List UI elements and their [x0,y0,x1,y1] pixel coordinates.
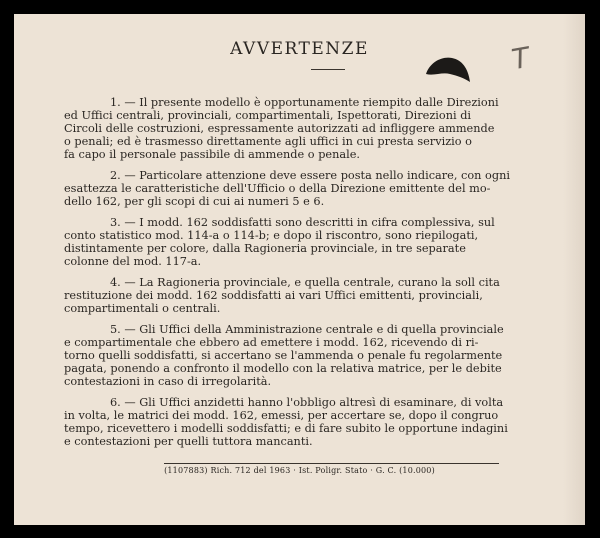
paragraph-3 [64,216,585,268]
paragraph-line: fa capo il personale passibile di ammende o penale. [64,148,361,161]
paragraph-line: 1. — Il presente modello è opportunamente riempito dalle Direzioni [110,96,499,109]
paragraph-line: 2. — Particolare attenzione deve essere posta nello indicare, con ogni [110,169,510,182]
footer-rule [164,463,499,464]
paragraph-line: contestazioni in caso di irregolarità. [64,375,272,388]
handwritten-mark: T [509,40,532,77]
paragraph-line: pagata, ponendo a confronto il modello con la relativa matrice, per le debite [64,362,502,375]
paragraph-line: torno quelli soddisfatti, si accertano se l'ammenda o penale fu regolarmente [64,349,503,362]
paragraph-line: colonne del mod. 117-a. [64,255,202,268]
paragraph-line: ed Uffici centrali, provinciali, compartimentali, Ispettorati, Direzioni di [64,109,472,122]
paragraph-line: esattezza le caratteristiche dell'Ufficio o della Direzione emittente del mo- [64,182,491,195]
paragraph-line: dello 162, per gli scopi di cui ai numeri 5 e 6. [64,195,325,208]
paragraph-line: 4. — La Ragioneria provinciale, e quella centrale, curano la soll cita [110,276,500,289]
paragraph-6 [64,396,585,448]
paragraph-line: distintamente per colore, dalla Ragioneria provinciale, in tre separate [64,242,466,255]
title-underline [311,69,345,70]
paragraph-line: restituzione dei modd. 162 soddisfatti ai vari Uffici emittenti, provinciali, [64,289,483,302]
paragraph-5 [64,323,585,388]
paragraph-line: o penali; ed è trasmesso direttamente agli uffici in cui presta servizio o [64,135,472,148]
paragraph-line: 6. — Gli Uffici anzidetti hanno l'obbligo altresì di esaminare, di volta [110,396,504,409]
print-imprint: (1107883) Rich. 712 del 1963 · Ist. Poligr. Stato · G. C. (10.000) [164,466,435,475]
paragraph-2 [64,169,585,208]
ink-blot-icon [424,56,472,84]
paragraph-line: 3. — I modd. 162 soddisfatti sono descritti in cifra complessiva, sul [110,216,495,229]
paragraph-line: e contestazioni per quelli tuttora mancanti. [64,435,313,448]
paragraph-line: in volta, le matrici dei modd. 162, emessi, per accertare se, dopo il congruo [64,409,499,422]
paragraph-4 [64,276,585,315]
paragraph-line: 5. — Gli Uffici della Amministrazione centrale e di quella provinciale [110,323,504,336]
paragraph-line: tempo, ricevettero i modelli soddisfatti; e di fare subito le opportune indagini [64,422,508,435]
page-edge-shadow [563,14,585,525]
paragraph-1 [64,96,585,161]
paragraph-line: e compartimentale che ebbero ad emettere i modd. 162, ricevendo di ri- [64,336,479,349]
document-title: AVVERTENZE [230,39,369,59]
document-sheet [14,14,585,525]
paragraph-line: compartimentali o centrali. [64,302,221,315]
paragraph-line: conto statistico mod. 114-a o 114-b; e dopo il riscontro, sono riepilogati, [64,229,479,242]
paragraph-line: Circoli delle costruzioni, espressamente autorizzati ad infliggere ammende [64,122,495,135]
instructions-body [64,96,585,456]
